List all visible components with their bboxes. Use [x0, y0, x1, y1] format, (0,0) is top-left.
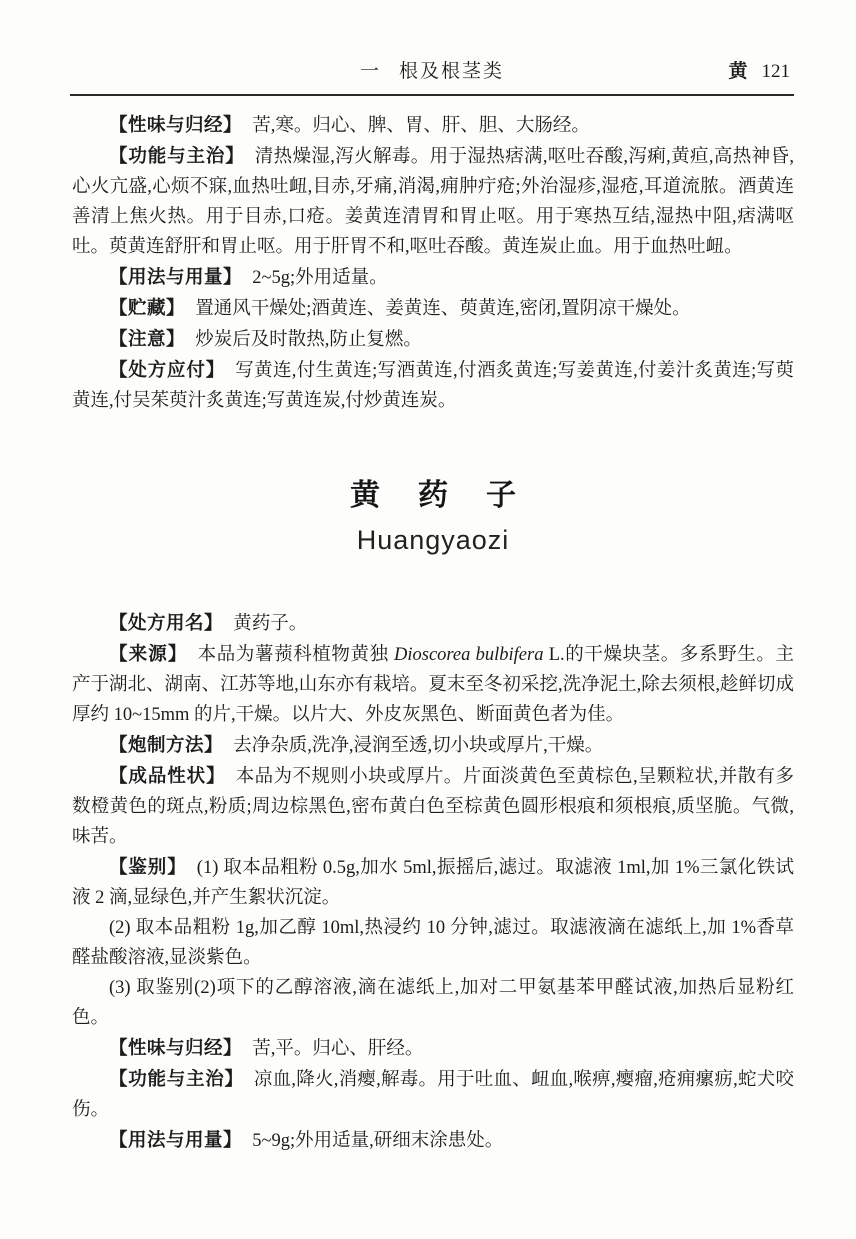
- section-paragraph-yongfa: [72, 262, 794, 293]
- section-label: 【处方用名】: [109, 612, 224, 633]
- section-paragraph-gongneng: [72, 141, 794, 262]
- page-body: [72, 110, 794, 1156]
- section-paragraph-jianbie-1: [72, 852, 794, 913]
- section-text: 置通风干燥处;酒黄连、姜黄连、萸黄连,密闭,置阴凉干燥处。: [195, 299, 691, 319]
- section-label: 【性味与归经】: [109, 1037, 243, 1058]
- entry-huanglian-continued: [72, 110, 794, 416]
- section-text: (3) 取鉴别(2)项下的乙醇溶液,滴在滤纸上,加对二甲氨基苯甲醛试液,加热后显粉红色。: [72, 978, 794, 1028]
- section-label: 【用法与用量】: [109, 266, 243, 287]
- section-paragraph-zhuyi: [72, 324, 794, 355]
- section-label: 【用法与用量】: [109, 1129, 243, 1150]
- section-text: (1) 取本品粗粉 0.5g,加水 5ml,振摇后,滤过。取滤液 1ml,加 1%三氯化铁试液 2 滴,显绿色,并产生絮状沉淀。: [72, 858, 794, 908]
- section-text: 苦,寒。归心、脾、胃、肝、胆、大肠经。: [252, 116, 590, 136]
- section-text: 本品为薯蓣科植物黄独: [197, 645, 394, 665]
- section-title: 根及根茎类: [399, 61, 505, 82]
- section-paragraph-zhucang: [72, 293, 794, 324]
- section-label: 【鉴别】: [109, 856, 187, 877]
- section-paragraph-xingwei: [72, 1033, 794, 1064]
- section-text: 5~9g;外用适量,研细末涂患处。: [252, 1131, 504, 1151]
- entry-huangyaozi: [72, 608, 794, 1156]
- section-paragraph-xingwei: [72, 110, 794, 141]
- page-header-right: [728, 60, 790, 84]
- section-text: 2~5g;外用适量。: [252, 268, 388, 288]
- section-text: L.的干燥块茎。多系野生。主产于湖北、湖南、江苏等地,山东亦有栽培。夏末至冬初采挖,洗净泥土,除去须根,趁鲜切成厚约 10~15mm 的片,干燥。以片大、外皮灰黑色、断面黄色者为佳。: [72, 645, 794, 725]
- section-text: 苦,平。归心、肝经。: [252, 1039, 424, 1059]
- section-text: 去净杂质,洗净,浸润至透,切小块或厚片,干燥。: [233, 736, 604, 756]
- section-text: 黄药子。: [233, 614, 308, 634]
- section-label: 【功能与主治】: [109, 1068, 244, 1089]
- section-label: 【功能与主治】: [109, 145, 245, 166]
- section-label: 【处方应付】: [109, 359, 226, 380]
- page-header: [70, 0, 794, 96]
- entry-title: 黄药子: [350, 479, 554, 512]
- entry-heading: [72, 474, 794, 558]
- section-paragraph-jianbie-3: [72, 973, 794, 1033]
- section-paragraph-chufang-yingfu: [72, 355, 794, 416]
- section-label: 【性味与归经】: [109, 114, 243, 135]
- section-text: 本品为不规则小块或厚片。片面淡黄色至黄棕色,呈颗粒状,并散有多数橙黄色的斑点,粉质;周边棕黑色,密布黄白色至棕黄色圆形根痕和须根痕,质坚脆。气微,味苦。: [72, 767, 794, 847]
- section-text: 炒炭后及时散热,防止复燃。: [195, 330, 422, 350]
- latin-species-name: Dioscorea bulbifera: [394, 645, 544, 665]
- section-paragraph-jianbie-2: [72, 913, 794, 973]
- section-label: 【注意】: [109, 328, 186, 349]
- section-paragraph-chufang-yongming: [72, 608, 794, 639]
- section-paragraph-yongfa: [72, 1125, 794, 1156]
- page-number: 121: [761, 61, 790, 82]
- section-label: 【炮制方法】: [109, 734, 224, 755]
- section-text: 凉血,降火,消瘿,解毒。用于吐血、衄血,喉痹,瘿瘤,疮痈瘰疬,蛇犬咬伤。: [72, 1070, 794, 1120]
- section-number: 一: [359, 61, 381, 82]
- entry-pinyin: Huangyaozi: [356, 525, 510, 555]
- section-text: 写黄连,付生黄连;写酒黄连,付酒炙黄连;写姜黄连,付姜汁炙黄连;写萸黄连,付吴茱萸汁炙黄连;写黄连炭,付炒黄连炭。: [72, 361, 794, 411]
- section-text: (2) 取本品粗粉 1g,加乙醇 10ml,热浸约 10 分钟,滤过。取滤液滴在滤纸上,加 1%香草醛盐酸溶液,显淡紫色。: [72, 918, 794, 968]
- section-label: 【成品性状】: [109, 765, 226, 786]
- section-paragraph-gongneng: [72, 1064, 794, 1125]
- running-head: [70, 60, 794, 84]
- section-label: 【来源】: [109, 643, 188, 664]
- section-text: 清热燥湿,泻火解毒。用于湿热痞满,呕吐吞酸,泻痢,黄疸,高热神昏,心火亢盛,心烦不寐,血热吐衄,目赤,牙痛,消渴,痈肿疔疮;外治湿疹,湿疮,耳道流脓。酒黄连善清上焦火热。用于目赤,口疮。姜黄连清胃和胃止呕。用于寒热互结,湿热中阻,痞满呕吐。萸黄连舒肝和胃止呕。用于肝胃不和,呕吐吞酸。黄连炭止血。用于血热吐衄。: [72, 147, 794, 257]
- section-paragraph-laiyuan: [72, 639, 794, 730]
- section-label: 【贮藏】: [109, 297, 186, 318]
- section-paragraph-paozhi: [72, 730, 794, 761]
- group-index-char: 黄: [728, 61, 748, 82]
- section-paragraph-chengpin: [72, 761, 794, 852]
